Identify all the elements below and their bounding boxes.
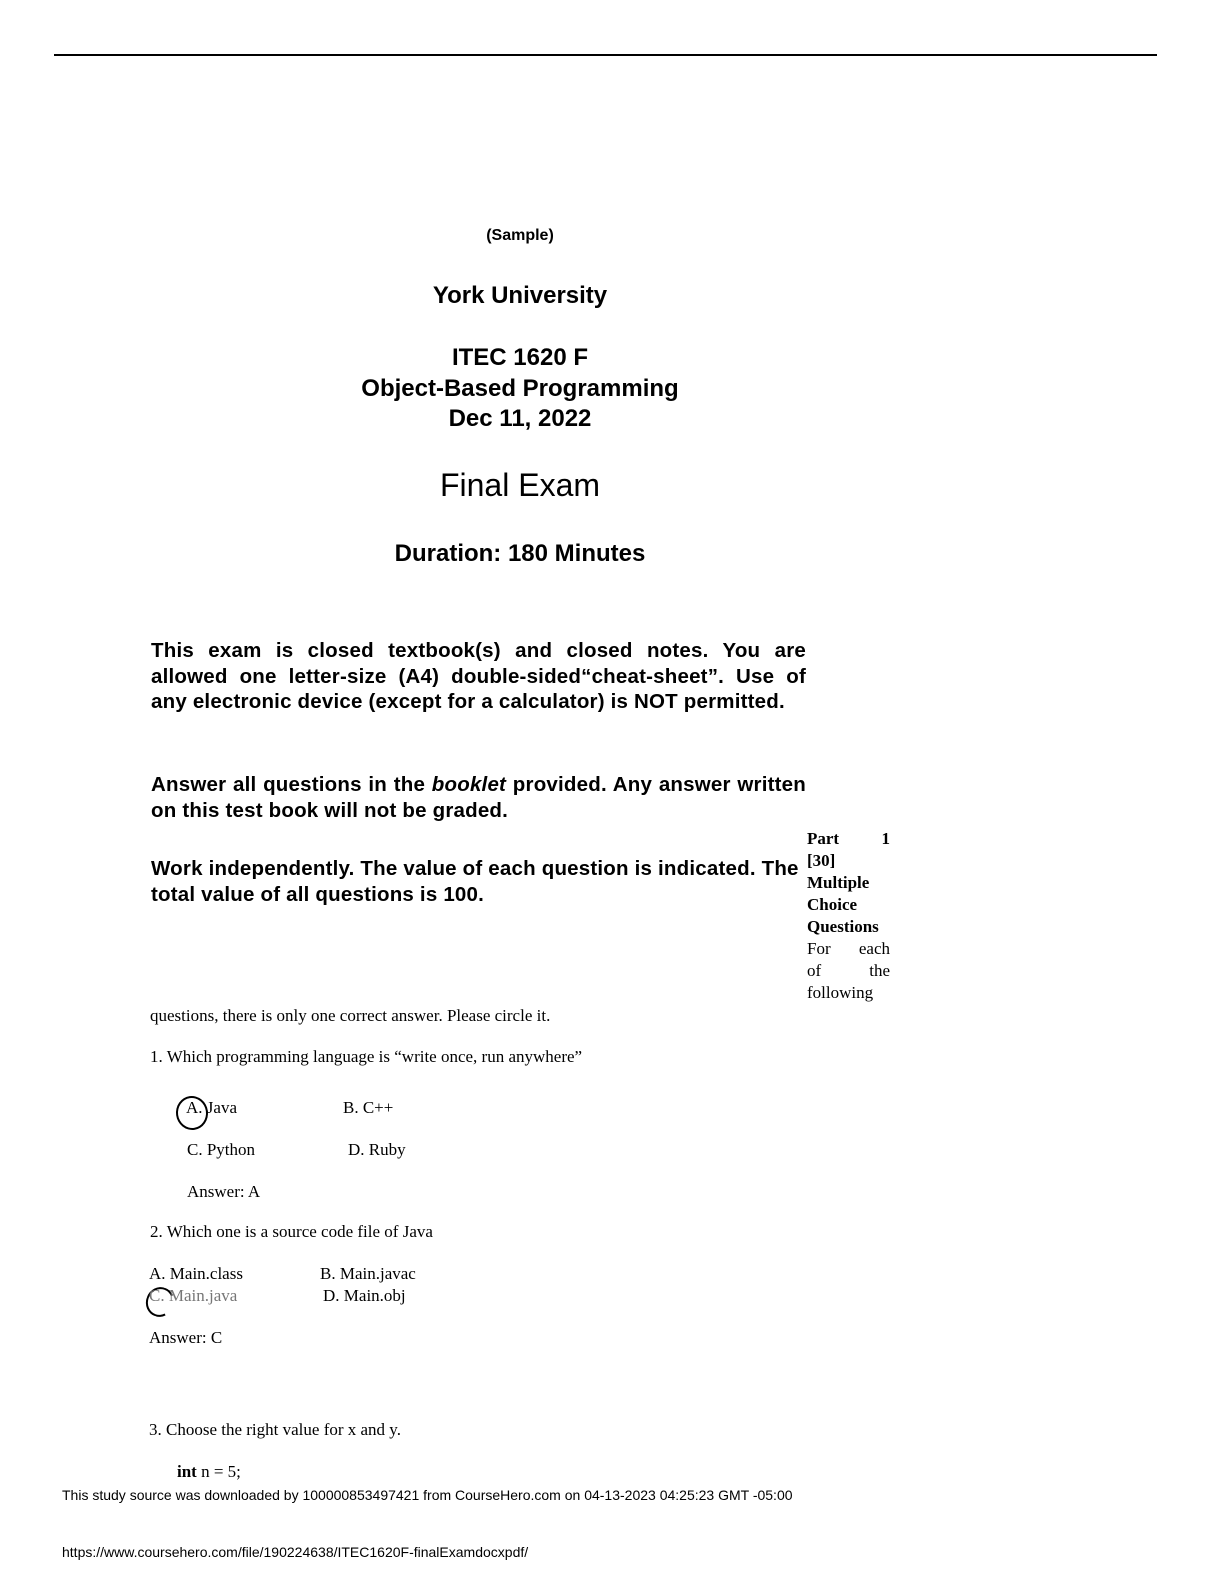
part1-heading-multiple: Multiple <box>807 873 870 892</box>
top-rule <box>54 54 1157 56</box>
question-1-text: 1. Which programming language is “write once, run anywhere” <box>150 1047 583 1066</box>
course-name: Object-Based Programming <box>361 375 679 402</box>
part1-intro-line2 <box>807 960 890 982</box>
exam-date: Dec 11, 2022 <box>448 405 592 432</box>
part1-intro-word: For <box>807 939 831 958</box>
question-2-option-b: B. Main.javac <box>320 1264 416 1283</box>
question-2-option-c <box>149 1286 237 1306</box>
part1-heading-choice: Choice <box>807 895 858 914</box>
instructions-booklet-emphasis: booklet <box>431 773 507 796</box>
part1-intro-line3: following <box>807 983 874 1002</box>
part1-intro-line1 <box>807 938 890 960</box>
part1-points: [30] <box>807 851 836 870</box>
exam-title: Final Exam <box>439 467 601 503</box>
part1-label-number: 1 <box>881 829 890 848</box>
instructions-booklet-after: provided. Any answer written on this test book will not be graded. <box>151 773 806 822</box>
part1-label <box>807 828 890 850</box>
source-url[interactable]: https://www.coursehero.com/file/190224638/ITEC1620F-finalExamdocxpdf/ <box>62 1544 529 1560</box>
question-1-option-d: D. Ruby <box>348 1140 406 1159</box>
part1-heading <box>807 828 890 1004</box>
exam-duration: Duration: 180 Minutes <box>394 540 646 567</box>
university-name: York University <box>432 282 608 309</box>
instructions-closed-book: This exam is closed textbook(s) and closed notes. You are allowed one letter-size (A4) double-sided“cheat-sheet”. Use of any electronic device (except for a calculator) is NOT permitted. <box>151 639 806 713</box>
part1-intro-word: of <box>807 961 822 980</box>
question-2-option-c-label: C. Main.java <box>149 1286 238 1305</box>
course-code: ITEC 1620 F <box>451 344 589 371</box>
code-keyword: int <box>177 1462 197 1481</box>
question-1-answer: Answer: A <box>187 1182 261 1201</box>
question-2-option-d: D. Main.obj <box>323 1286 406 1305</box>
sample-label: (Sample) <box>486 227 554 244</box>
instructions-booklet <box>151 772 806 823</box>
question-2-text: 2. Which one is a source code file of Java <box>150 1222 433 1241</box>
part1-intro-word: each <box>858 939 890 958</box>
question-2-answer: Answer: C <box>149 1328 223 1347</box>
download-note: This study source was downloaded by 100000853497421 from CourseHero.com on 04-13-2023 04:25:23 GMT -05:00 <box>62 1487 793 1503</box>
question-2-option-a: A. Main.class <box>149 1264 243 1283</box>
instructions-independent: Work independently. The value of each question is indicated. The total value of all questions is 100. <box>151 857 799 906</box>
instructions-booklet-before: Answer all questions in the <box>151 773 432 796</box>
question-1-option-b: B. C++ <box>343 1098 394 1117</box>
part1-intro-word: the <box>869 961 890 980</box>
question-1-option-a: A. Java <box>186 1098 237 1117</box>
question-3-code-line <box>177 1462 241 1482</box>
question-3-text: 3. Choose the right value for x and y. <box>149 1420 401 1439</box>
question-1-option-c: C. Python <box>187 1140 256 1159</box>
code-rest: n = 5; <box>196 1462 241 1481</box>
part1-intro-continued: questions, there is only one correct answer. Please circle it. <box>150 1006 551 1025</box>
part1-heading-questions: Questions <box>807 917 879 936</box>
part1-label-word: Part <box>807 829 840 848</box>
